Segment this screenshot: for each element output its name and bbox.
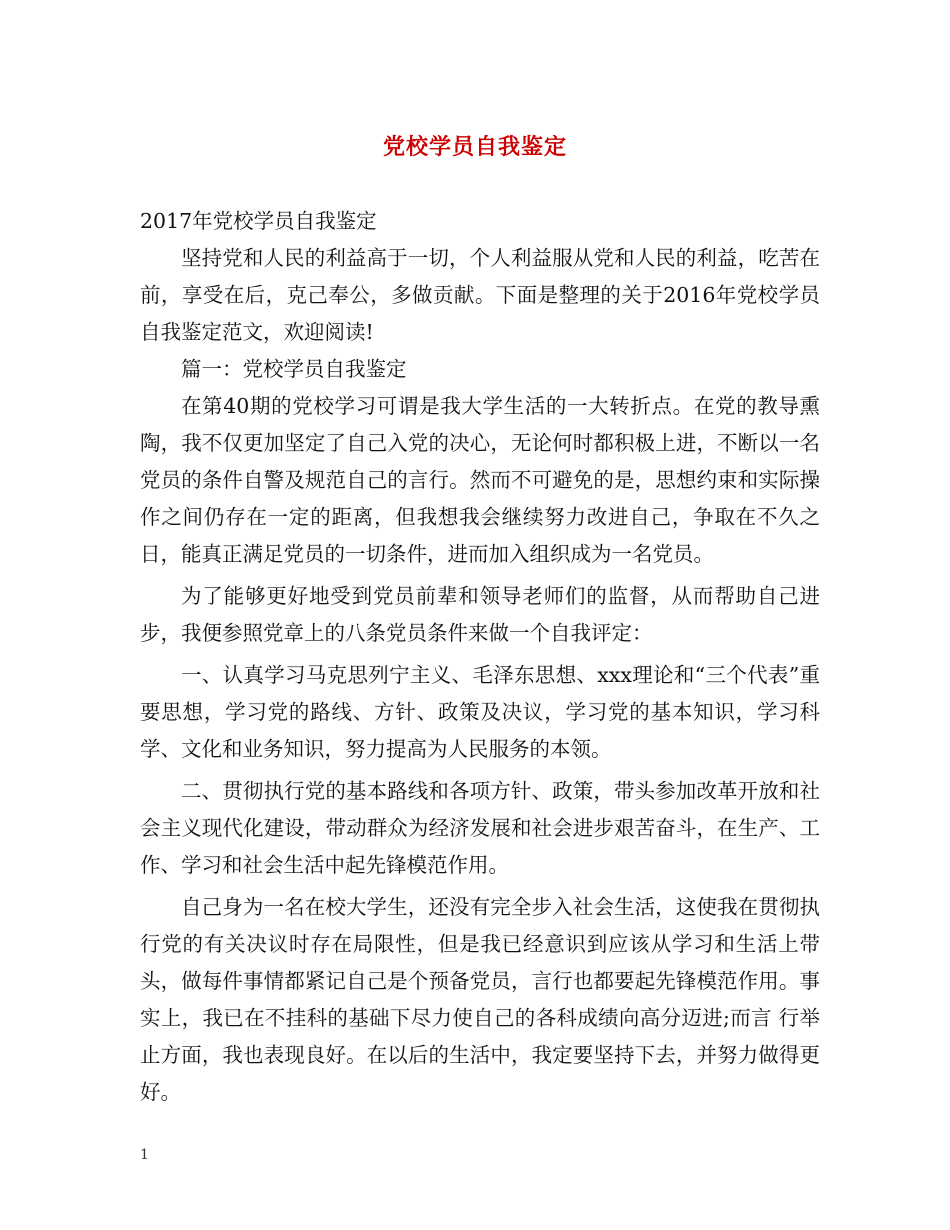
document-body xyxy=(140,203,820,1111)
document-title: 党校学员自我鉴定 xyxy=(382,134,567,160)
paragraph-body: 在第40期的党校学习可谓是我大学生活的一大转折点。在党的教导熏陶，我不仅更加坚定了自己入党的决心，无论何时都积极上进，不断以一名党员的条件自警及规范自己的言行。然而不可避免的是，思想约束和实际操作之间仍存在一定的距离，但我想我会继续努力改进自己，争取在不久之日，能真正满足党员的一切条件，进而加入组织成为一名党员。 xyxy=(140,394,820,566)
paragraph-body: 为了能够更好地受到党员前辈和领导老师们的监督，从而帮助自己进步，我便参照党章上的八条党员条件来做一个自我评定： xyxy=(140,584,820,645)
paragraph-section-heading: 篇一：党校学员自我鉴定 xyxy=(181,357,407,381)
paragraph-intro: 坚持党和人民的利益高于一切，个人利益服从党和人民的利益，吃苦在前，享受在后，克己奉公，多做贡献。下面是整理的关于2016年党校学员自我鉴定范文，欢迎阅读! xyxy=(140,246,820,344)
paragraph-body: 自己身为一名在校大学生，还没有完全步入社会生活，这使我在贯彻执行党的有关决议时存在局限性，但是我已经意识到应该从学习和生活上带头，做每件事情都紧记自己是个预备党员，言行也都要起先锋模范作用。事实上，我已在不挂科的基础下尽力使自己的各科成绩向高分迈进;而言 行举止方面，我也表现良好。在以后的生活中，我定要坚持下去，并努力做得更好。 xyxy=(140,895,820,1104)
page-number: 1 xyxy=(140,1147,149,1163)
paragraph-item-one: 一、认真学习马克思列宁主义、毛泽东思想、xxx理论和“三个代表”重要思想，学习党的路线、方针、政策及决议，学习党的基本知识，学习科学、文化和业务知识，努力提高为人民服务的本领。 xyxy=(140,663,820,761)
paragraph-subtitle: 2017年党校学员自我鉴定 xyxy=(140,209,377,233)
paragraph-item-two: 二、贯彻执行党的基本路线和各项方针、政策，带头参加改革开放和社会主义现代化建设，带动群众为经济发展和社会进步艰苦奋斗，在生产、工作、学习和社会生活中起先锋模范作用。 xyxy=(140,779,820,877)
